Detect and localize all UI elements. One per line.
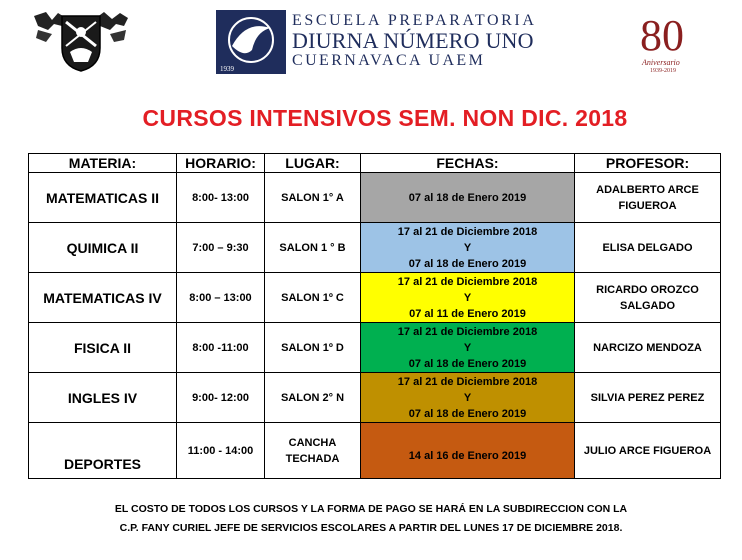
table-header-row xyxy=(29,154,721,173)
fechas-line: Y xyxy=(463,241,472,254)
cell-profesor xyxy=(575,423,721,479)
cell-materia: FISICA II xyxy=(29,323,177,373)
header-materia: MATERIA: xyxy=(29,154,177,173)
cell-lugar: SALON 2° N xyxy=(265,373,361,423)
anniversary-logo xyxy=(636,10,704,78)
fechas-line: 17 al 21 de Diciembre 2018 xyxy=(397,375,538,388)
cell-horario: 11:00 - 14:00 xyxy=(177,423,265,479)
table-row xyxy=(29,173,721,223)
fechas-line: 07 al 18 de Enero 2019 xyxy=(408,191,527,204)
fechas-line: Y xyxy=(463,341,472,354)
cell-profesor xyxy=(575,373,721,423)
cell-fechas xyxy=(361,323,575,373)
cell-horario: 9:00- 12:00 xyxy=(177,373,265,423)
cell-profesor xyxy=(575,223,721,273)
fechas-line: 07 al 18 de Enero 2019 xyxy=(408,357,527,370)
profesor-line: NARCIZO MENDOZA xyxy=(593,341,702,354)
header-profesor: PROFESOR: xyxy=(575,154,721,173)
cell-materia: INGLES IV xyxy=(29,373,177,423)
profesor-line: FIGUEROA xyxy=(618,199,677,212)
profesor-line: SILVIA PEREZ PEREZ xyxy=(590,391,705,404)
cell-materia: DEPORTES xyxy=(29,423,177,479)
table-row xyxy=(29,273,721,323)
cell-lugar: SALON 1º D xyxy=(265,323,361,373)
fechas-line: Y xyxy=(463,291,472,304)
profesor-line: ADALBERTO ARCE xyxy=(596,183,699,196)
cell-profesor xyxy=(575,323,721,373)
fechas-line: 17 al 21 de Diciembre 2018 xyxy=(397,225,538,238)
page-title: CURSOS INTENSIVOS SEM. NON DIC. 2018 xyxy=(142,105,628,131)
fechas-line: 07 al 18 de Enero 2019 xyxy=(408,257,527,270)
profesor-line: SALGADO xyxy=(620,299,675,312)
fechas-line: 17 al 21 de Diciembre 2018 xyxy=(397,275,538,288)
school-emblem-icon xyxy=(216,10,286,74)
fechas-line: 07 al 11 de Enero 2019 xyxy=(409,307,526,320)
table-row xyxy=(29,373,721,423)
cell-fechas xyxy=(361,173,575,223)
footer-line-2: C.P. FANY CURIEL JEFE DE SERVICIOS ESCOLARES A PARTIR DEL LUNES 17 DE DICIEMBRE 2018. xyxy=(119,522,623,534)
anniversary-number: 80 xyxy=(640,11,684,60)
cell-lugar: SALON 1º C xyxy=(265,273,361,323)
table-row xyxy=(29,423,721,479)
cell-lugar: SALON 1° A xyxy=(265,173,361,223)
cell-horario: 7:00 – 9:30 xyxy=(177,223,265,273)
cell-fechas xyxy=(361,423,575,479)
fechas-line: 17 al 21 de Diciembre 2018 xyxy=(397,325,538,338)
profesor-line: RICARDO OROZCO xyxy=(596,283,699,296)
cell-materia: MATEMATICAS II xyxy=(29,173,177,223)
uaem-shield-logo xyxy=(32,10,130,72)
fechas-line: Y xyxy=(463,391,472,404)
cell-fechas xyxy=(361,223,575,273)
shield-icon xyxy=(32,10,130,72)
cell-materia: MATEMATICAS IV xyxy=(29,273,177,323)
header-lugar: LUGAR: xyxy=(265,154,361,173)
cell-lugar: SALON 1 ° B xyxy=(265,223,361,273)
courses-table xyxy=(28,153,721,479)
cell-materia: QUIMICA II xyxy=(29,223,177,273)
footer-line-1: EL COSTO DE TODOS LOS CURSOS Y LA FORMA DE PAGO SE HARÁ EN LA SUBDIRECCION CON LA xyxy=(114,503,628,515)
table-row xyxy=(29,223,721,273)
fechas-line: 14 al 16 de Enero 2019 xyxy=(408,449,527,462)
cell-horario: 8:00- 13:00 xyxy=(177,173,265,223)
cell-profesor xyxy=(575,273,721,323)
footer-note xyxy=(0,500,742,538)
school-logo xyxy=(216,10,566,74)
profesor-line: JULIO ARCE FIGUEROA xyxy=(583,444,712,457)
anniversary-text: Aniversario xyxy=(642,58,680,67)
cell-lugar: CANCHA TECHADA xyxy=(265,423,361,479)
cell-horario: 8:00 – 13:00 xyxy=(177,273,265,323)
school-line-2: DIURNA NÚMERO UNO xyxy=(292,28,534,53)
school-year: 1939 xyxy=(220,65,234,73)
cell-horario: 8:00 -11:00 xyxy=(177,323,265,373)
profesor-line: ELISA DELGADO xyxy=(602,241,693,254)
fechas-line: 07 al 18 de Enero 2019 xyxy=(408,407,527,420)
cell-fechas xyxy=(361,373,575,423)
table-row xyxy=(29,323,721,373)
school-line-1: ESCUELA PREPARATORIA xyxy=(292,12,537,29)
anniversary-years: 1939-2019 xyxy=(650,68,676,74)
cell-profesor xyxy=(575,173,721,223)
header-horario: HORARIO: xyxy=(177,154,265,173)
cell-fechas xyxy=(361,273,575,323)
header-fechas: FECHAS: xyxy=(361,154,575,173)
school-line-3: CUERNAVACA UAEM xyxy=(292,52,486,69)
